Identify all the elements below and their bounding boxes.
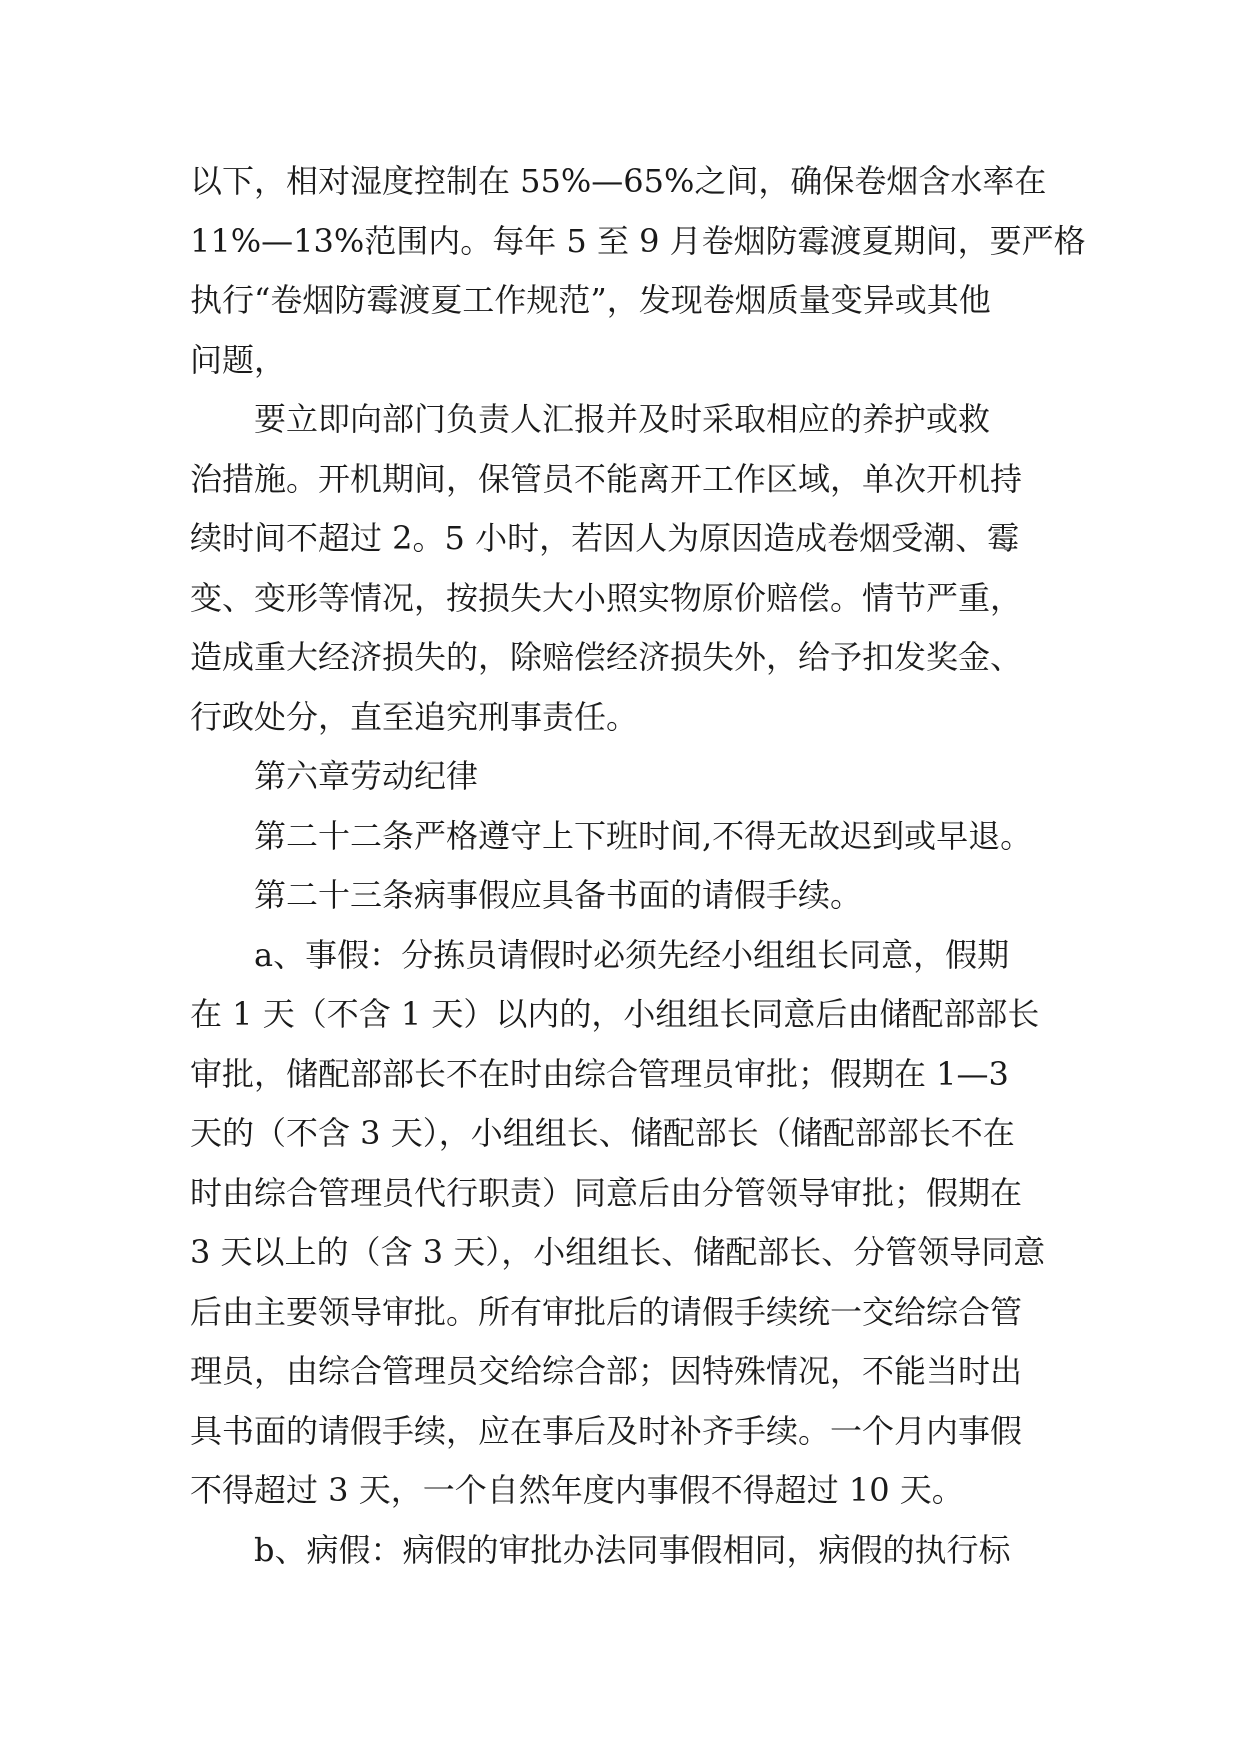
text-line: b、病假：病假的审批办法同事假相同，病假的执行标 <box>254 1530 1011 1569</box>
text-line: 造成重大经济损失的，除赔偿经济损失外，给予扣发奖金、 <box>190 638 1023 676</box>
text-line: 变、变形等情况，按损失大小照实物原价赔偿。情节严重， <box>190 578 1023 617</box>
text-line: 问题， <box>190 340 287 379</box>
text-line: 第六章劳动纪律 <box>254 757 479 795</box>
text-line: 不得超过 3 天，一个自然年度内事假不得超过 10 天。 <box>190 1471 964 1509</box>
text-line: 要立即向部门负责人汇报并及时采取相应的养护或救 <box>254 400 991 438</box>
text-line: 在 1 天（不含 1 天）以内的，小组组长同意后由储配部部长 <box>190 995 1040 1033</box>
text-line: 第二十三条病事假应具备书面的请假手续。 <box>254 876 863 914</box>
text-line: 审批，储配部部长不在时由综合管理员审批；假期在 1—3 <box>190 1054 1009 1093</box>
text-line: 第二十二条严格遵守上下班时间,不得无故迟到或早退。 <box>254 816 1033 855</box>
text-line: 理员，由综合管理员交给综合部；因特殊情况，不能当时出 <box>190 1352 1023 1390</box>
text-line: 时由综合管理员代行职责）同意后由分管领导审批；假期在 <box>190 1173 1023 1212</box>
text-line: 续时间不超过 2。5 小时，若因人为原因造成卷烟受潮、霉 <box>190 519 1020 557</box>
document-body <box>190 152 1086 1580</box>
text-line: a、事假：分拣员请假时必须先经小组组长同意，假期 <box>254 935 1010 974</box>
text-line: 后由主要领导审批。所有审批后的请假手续统一交给综合管 <box>190 1292 1023 1331</box>
text-line: 天的（不含 3 天），小组组长、储配部长（储配部部长不在 <box>190 1114 1015 1152</box>
text-line: 具书面的请假手续，应在事后及时补齐手续。一个月内事假 <box>190 1411 1023 1450</box>
text-line: 3 天以上的（含 3 天），小组组长、储配部长、分管领导同意 <box>190 1233 1046 1271</box>
text-line: 执行“卷烟防霉渡夏工作规范”，发现卷烟质量变异或其他 <box>190 281 991 319</box>
text-line: 治措施。开机期间，保管员不能离开工作区域，单次开机持 <box>190 459 1023 498</box>
text-line: 行政处分，直至追究刑事责任。 <box>190 697 639 736</box>
text-line: 以下，相对湿度控制在 55%—65%之间，确保卷烟含水率在 <box>190 162 1047 200</box>
text-line: 11%—13%范围内。每年 5 至 9 月卷烟防霉渡夏期间，要严格 <box>190 221 1086 260</box>
